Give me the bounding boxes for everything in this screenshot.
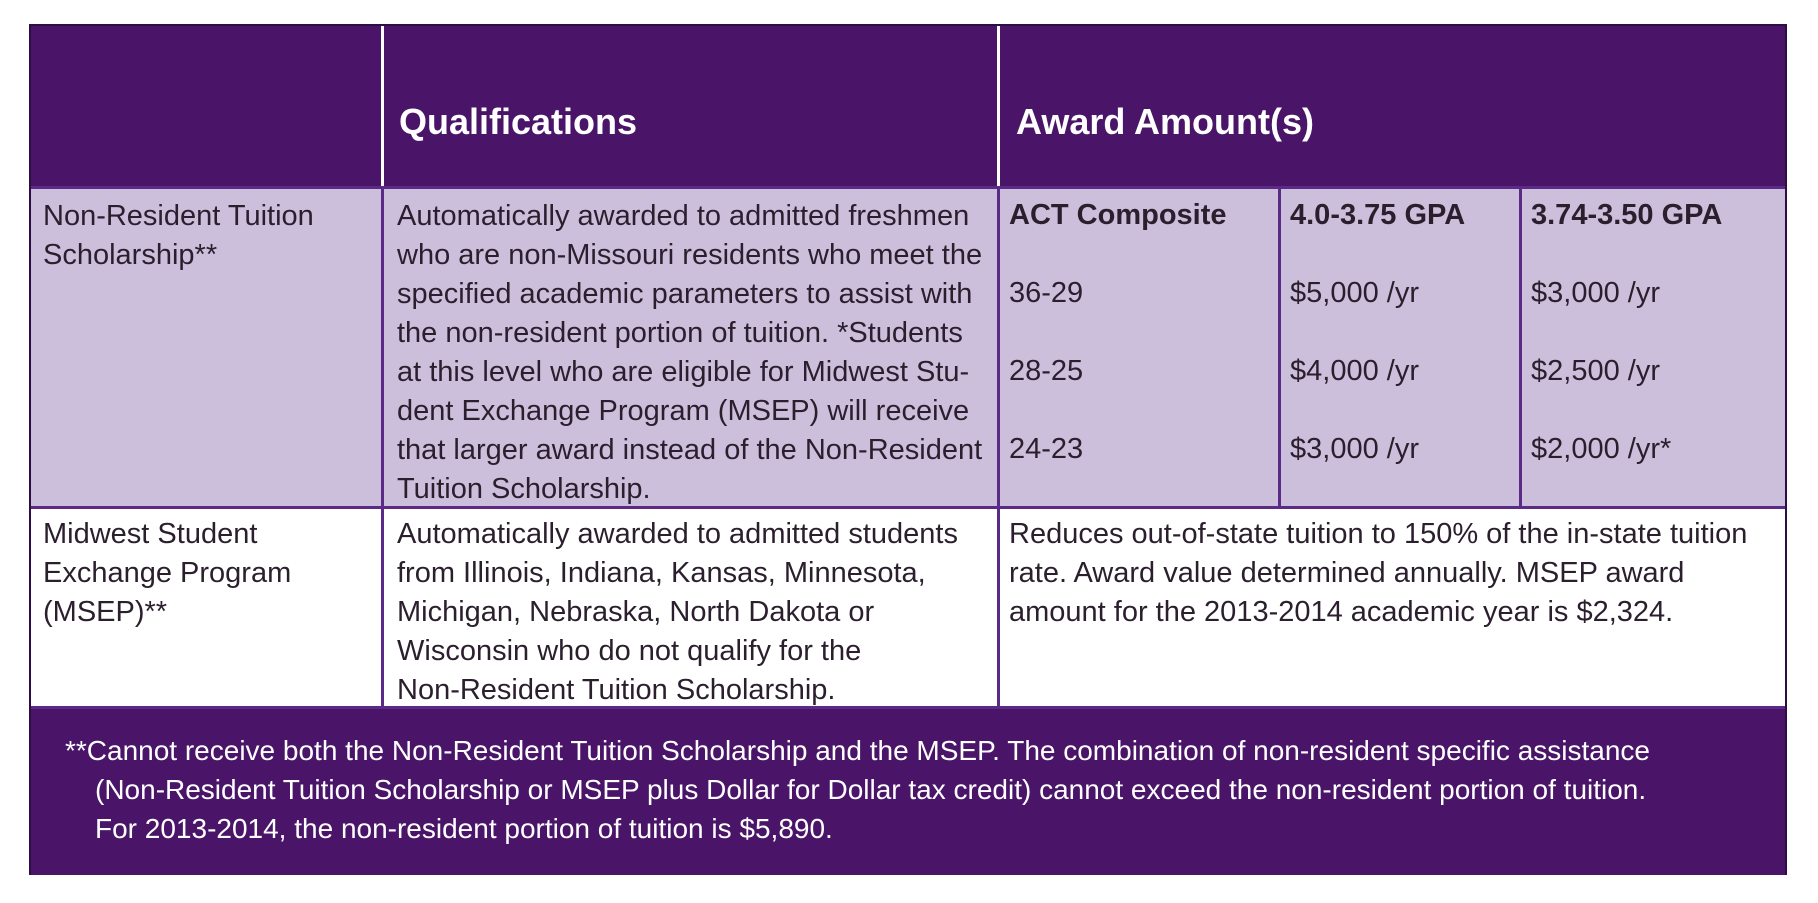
column-divider (381, 189, 384, 506)
column-divider (997, 26, 1000, 186)
program-name-line: Midwest Student (43, 518, 258, 550)
footnote-line: (Non-Resident Tuition Scholarship or MSEP plus Dollar for Dollar tax credit) cannot exceed the non-resident portion of tuition. (95, 774, 1647, 805)
program-name (43, 197, 373, 275)
award-description (1009, 515, 1779, 632)
column-divider (381, 509, 384, 709)
text-line: Reduces out-of-state tuition to 150% of the in-state tuition (1009, 518, 1748, 550)
program-name-line: (MSEP)** (43, 596, 168, 628)
program-name-line: Non-Resident Tuition (43, 200, 314, 232)
text-line: dent Exchange Program (MSEP) will receive (397, 395, 970, 427)
text-line: that larger award instead of the Non-Resident (397, 434, 983, 466)
scholarship-table (29, 24, 1787, 875)
text-line: Tuition Scholarship. (397, 473, 651, 505)
column-divider (1519, 189, 1522, 506)
text-line: Michigan, Nebraska, North Dakota or (397, 596, 875, 628)
table-row (31, 509, 1785, 709)
qualifications-text (397, 197, 997, 509)
award-value: $3,000 /yr (1290, 433, 1419, 465)
text-line: at this level who are eligible for Midwest Stu- (397, 356, 970, 388)
text-line: rate. Award value determined annually. MSEP award (1009, 557, 1685, 589)
text-line: who are non-Missouri residents who meet the (397, 239, 983, 271)
act-range: 28-25 (1009, 355, 1084, 387)
text-line: Automatically awarded to admitted freshmen (397, 200, 970, 232)
act-range: 36-29 (1009, 277, 1084, 309)
text-line: from Illinois, Indiana, Kansas, Minnesota, (397, 557, 926, 589)
award-value: $3,000 /yr (1531, 277, 1660, 309)
program-name (43, 515, 373, 632)
table-header (31, 26, 1785, 186)
award-value: $2,000 /yr* (1531, 433, 1672, 465)
column-divider (997, 189, 1000, 506)
award-value: $5,000 /yr (1290, 277, 1419, 309)
column-divider (381, 26, 384, 186)
text-line: the non-resident portion of tuition. *Students (397, 317, 963, 349)
award-header-act: ACT Composite (1009, 199, 1227, 231)
text-line: Wisconsin who do not qualify for the (397, 635, 862, 667)
text-line: Non-Resident Tuition Scholarship. (397, 674, 836, 706)
column-divider (997, 509, 1000, 709)
text-line: amount for the 2013-2014 academic year is $2,324. (1009, 596, 1674, 628)
table-row (31, 186, 1785, 509)
program-name-line: Exchange Program (43, 557, 292, 589)
program-name-line: Scholarship** (43, 239, 218, 271)
header-qualifications: Qualifications (399, 101, 638, 142)
qualifications-text (397, 515, 997, 710)
footnote-line: For 2013-2014, the non-resident portion of tuition is $5,890. (95, 813, 833, 844)
award-header-gpa-mid: 3.74-3.50 GPA (1531, 199, 1723, 231)
award-header-gpa-high: 4.0-3.75 GPA (1290, 199, 1466, 231)
footnote-text (65, 731, 1755, 848)
column-divider (1278, 189, 1281, 506)
text-line: specified academic parameters to assist with (397, 278, 973, 310)
footnote-line: **Cannot receive both the Non-Resident Tuition Scholarship and the MSEP. The combination of non-resident specific assistance (65, 735, 1650, 766)
text-line: Automatically awarded to admitted students (397, 518, 958, 550)
table-footnote (31, 709, 1785, 875)
award-value: $4,000 /yr (1290, 355, 1419, 387)
header-award-amounts: Award Amount(s) (1016, 101, 1315, 142)
award-value: $2,500 /yr (1531, 355, 1660, 387)
act-range: 24-23 (1009, 433, 1084, 465)
